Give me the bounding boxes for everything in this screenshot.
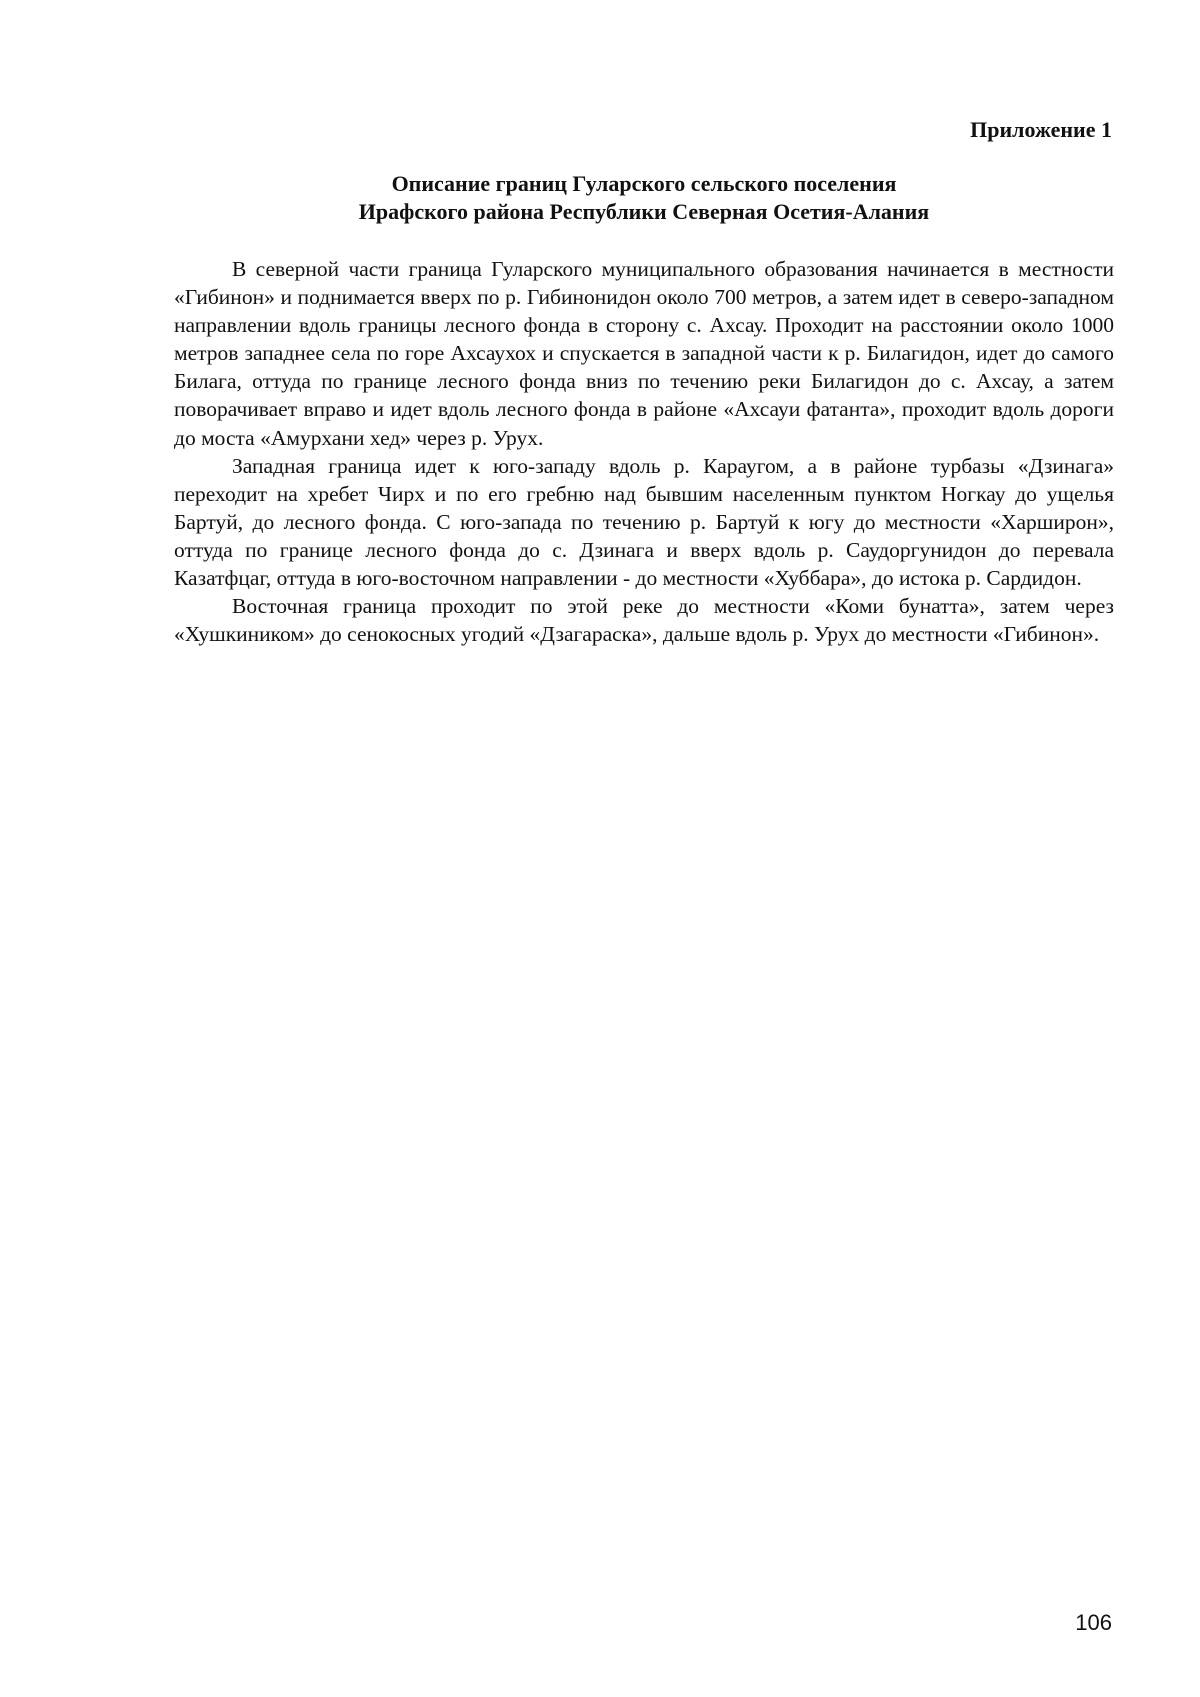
paragraph-north-boundary: В северной части граница Гуларского муниципального образования начинается в местности «Гибинон» и поднимается вверх по р. Гибинонидон около 700 метров, а затем идет в северо-западном направлении вдоль границы лесного фонда в сторону с. Ахсау. Проходит на расстоянии около 1000 метров западнее села по горе Ахсаухох и спускается в западной части к р. Билагидон, идет до самого Билага, оттуда по границе лесного фонда вниз по течению реки Билагидон до с. Ахсау, а затем поворачивает вправо и идет вдоль лесного фонда в районе «Ахсауи фатанта», проходит вдоль дороги до моста «Амурхани хед» через р. Урух.	[174, 257, 1114, 450]
paragraph-west-boundary: Западная граница идет к юго-западу вдоль р. Караугом, а в районе турбазы «Дзинага» переходит на хребет Чирх и по его гребню над бывшим населенным пунктом Ногкау до ущелья Бартуй, до лесного фонда. С юго-запада по течению р. Бартуй к югу до местности «Харширон», оттуда по границе лесного фонда до с. Дзинага и вверх вдоль р. Саудоргунидон до перевала Казатфцаг, оттуда в юго-восточном направлении - до местности «Хуббара», до истока р. Сардидон.	[174, 453, 1114, 591]
document-body	[174, 255, 1114, 648]
document-title	[174, 170, 1114, 226]
document-title-line-2: Ирафского района Республики Северная Осетия-Алания	[358, 199, 930, 224]
appendix-label: Приложение 1	[970, 117, 1112, 142]
page-number: 106	[1075, 1610, 1112, 1635]
document-title-line-1: Описание границ Гуларского сельского поселения	[391, 171, 897, 196]
paragraph-east-boundary: Восточная граница проходит по этой реке до местности «Коми бунатта», затем через «Хушкиником» до сенокосных угодий «Дзагараска», дальше вдоль р. Урух до местности «Гибинон».	[174, 594, 1114, 647]
